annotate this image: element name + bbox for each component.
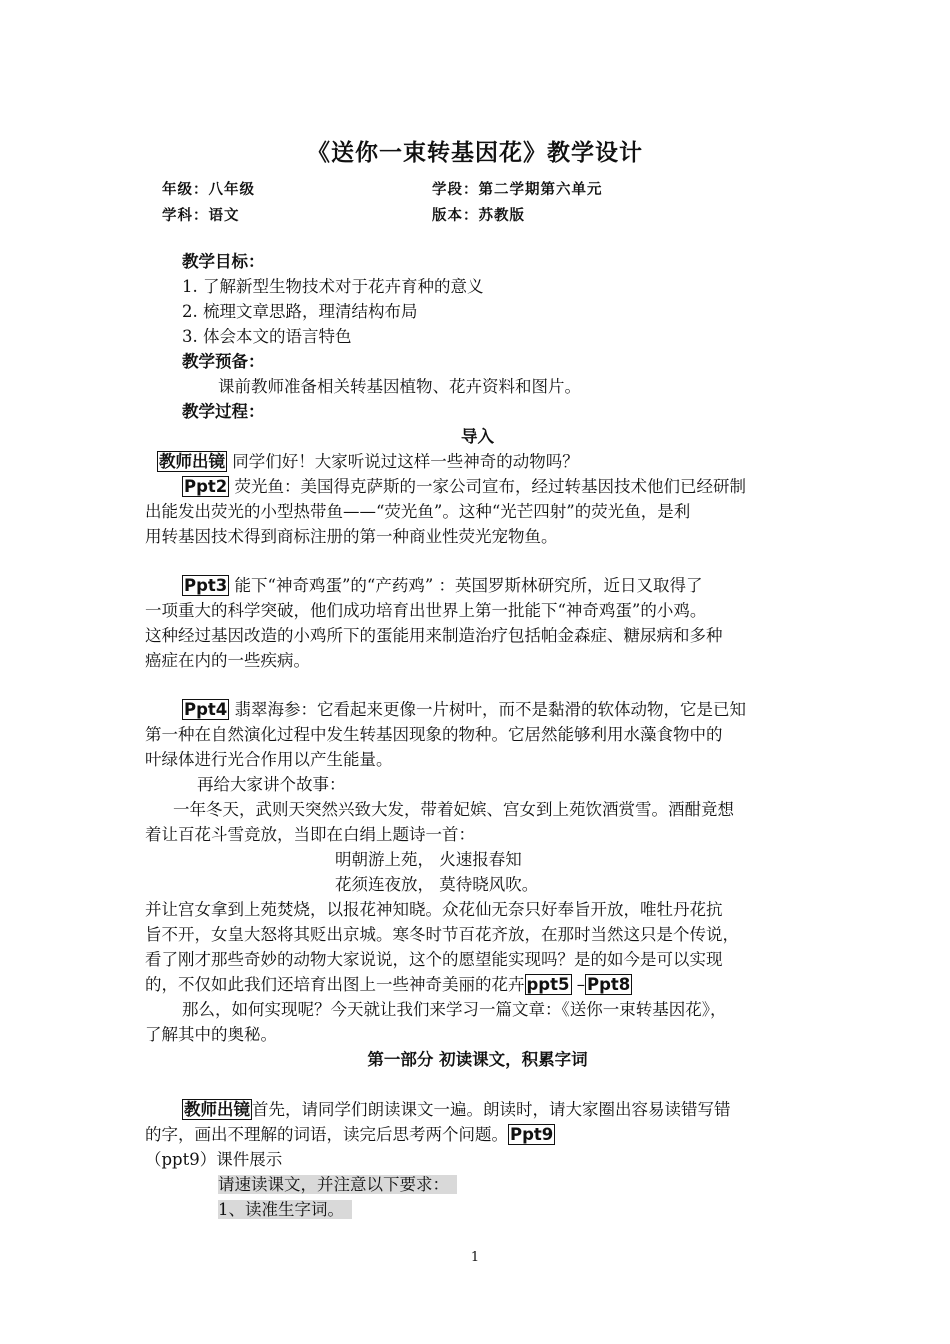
shaded-line: 1、读准生字词。 bbox=[218, 1198, 883, 1222]
goal-item: 2. 梳理文章思路，理清结构布局 bbox=[182, 302, 418, 321]
ppt-tag: Ppt2 bbox=[184, 477, 228, 496]
poem-line: 明朝游上苑， 火速报春知 bbox=[335, 850, 522, 869]
intro-heading: 导入 bbox=[461, 427, 494, 446]
ppt2-line: 用转基因技术得到商标注册的第一种商业性荧光宠物鱼。 bbox=[145, 527, 558, 546]
ppt3-line: 癌症在内的一些疾病。 bbox=[145, 651, 310, 670]
goals-heading: 教学目标： bbox=[182, 252, 265, 271]
process-heading: 教学过程： bbox=[182, 402, 265, 421]
document-title: 《送你一束转基因花》教学设计 bbox=[307, 140, 643, 166]
ppt-tag: Ppt9 bbox=[510, 1125, 554, 1144]
ppt3-line: Ppt3 能下“神奇鸡蛋”的“产药鸡” ：英国罗斯林研究所，近日又取得了 bbox=[184, 576, 703, 595]
ppt3-line: 一项重大的科学突破，他们成功培育出世界上第一批能下“神奇鸡蛋”的小鸡。 bbox=[145, 601, 707, 620]
transition-line: 那么，如何实现呢？今天就让我们来学习一篇文章：《送你一束转基因花》， bbox=[182, 1000, 727, 1019]
story-intro: 再给大家讲个故事： bbox=[197, 775, 346, 794]
goal-item: 1. 了解新型生物技术对于花卉育种的意义 bbox=[182, 277, 484, 296]
ppt2-line: 出能发出荧光的小型热带鱼——“荧光鱼”。这种“光芒四射”的荧光鱼，是利 bbox=[145, 502, 691, 521]
story-line: 的，不仅如此我们还培育出图上一些神奇美丽的花卉 ppt5 – Ppt8 bbox=[145, 975, 631, 994]
prep-text: 课前教师准备相关转基因植物、花卉资料和图片。 bbox=[218, 377, 581, 396]
transition-line: 了解其中的奥秘。 bbox=[145, 1025, 277, 1044]
part1-line: 的字，画出不理解的词语，读完后思考两个问题。 Ppt9 bbox=[145, 1125, 554, 1144]
ppt4-line: 叶绿体进行光合作用以产生能量。 bbox=[145, 750, 393, 769]
ppt9-label: （ppt9）课件展示 bbox=[145, 1150, 283, 1169]
ppt-tag: Ppt3 bbox=[184, 576, 228, 595]
ppt4-line: 第一种在自然演化过程中发生转基因现象的物种。它居然能够利用水藻食物中的 bbox=[145, 725, 723, 744]
ppt-tag: Ppt4 bbox=[184, 700, 228, 719]
part1-heading: 第一部分 初读课文，积累字词 bbox=[367, 1050, 588, 1069]
ppt-tag: ppt5 bbox=[526, 975, 570, 994]
teacher-tag: 教师出镜 bbox=[159, 452, 225, 471]
meta-grade: 年级：八年级 bbox=[162, 182, 255, 198]
story-line: 旨不开，女皇大怒将其贬出京城。寒冬时节百花齐放，在那时当然这只是个传说， bbox=[145, 925, 739, 944]
teacher-tag: 教师出镜 bbox=[184, 1100, 250, 1119]
meta-edition: 版本：苏教版 bbox=[432, 208, 525, 224]
ppt-tag: Ppt8 bbox=[587, 975, 631, 994]
ppt4-line: Ppt4 翡翠海参：它看起来更像一片树叶，而不是黏滑的软体动物，它是已知 bbox=[184, 700, 747, 719]
part1-line: 教师出镜 首先，请同学们朗读课文一遍。朗读时，请大家圈出容易读错写错 bbox=[184, 1100, 731, 1119]
story-line: 着让百花斗雪竞放，当即在白绢上题诗一首： bbox=[145, 825, 475, 844]
meta-subject: 学科：语文 bbox=[162, 208, 240, 224]
ppt3-line: 这种经过基因改造的小鸡所下的蛋能用来制造治疗包括帕金森症、糖尿病和多种 bbox=[145, 626, 723, 645]
poem-line: 花须连夜放， 莫待晓风吹。 bbox=[335, 875, 539, 894]
ppt2-line: Ppt2 荧光鱼：美国得克萨斯的一家公司宣布，经过转基因技术他们已经研制 bbox=[184, 477, 747, 496]
shaded-line: 请速读课文，并注意以下要求： bbox=[218, 1173, 883, 1197]
intro-line: 教师出镜 同学们好！大家听说过这样一些神奇的动物吗？ bbox=[159, 452, 579, 471]
story-line: 并让宫女拿到上苑焚烧，以报花神知晓。众花仙无奈只好奉旨开放，唯牡丹花抗 bbox=[145, 900, 723, 919]
story-line: 一年冬天，武则天突然兴致大发，带着妃嫔、宫女到上苑饮酒赏雪。酒酣竟想 bbox=[173, 800, 734, 819]
goal-item: 3. 体会本文的语言特色 bbox=[182, 327, 352, 346]
prep-heading: 教学预备： bbox=[182, 352, 265, 371]
story-line: 看了刚才那些奇妙的动物大家说说，这个的愿望能实现吗？是的如今是可以实现 bbox=[145, 950, 723, 969]
page-number: 1 bbox=[470, 1250, 480, 1265]
meta-stage: 学段：第二学期第六单元 bbox=[432, 182, 603, 198]
